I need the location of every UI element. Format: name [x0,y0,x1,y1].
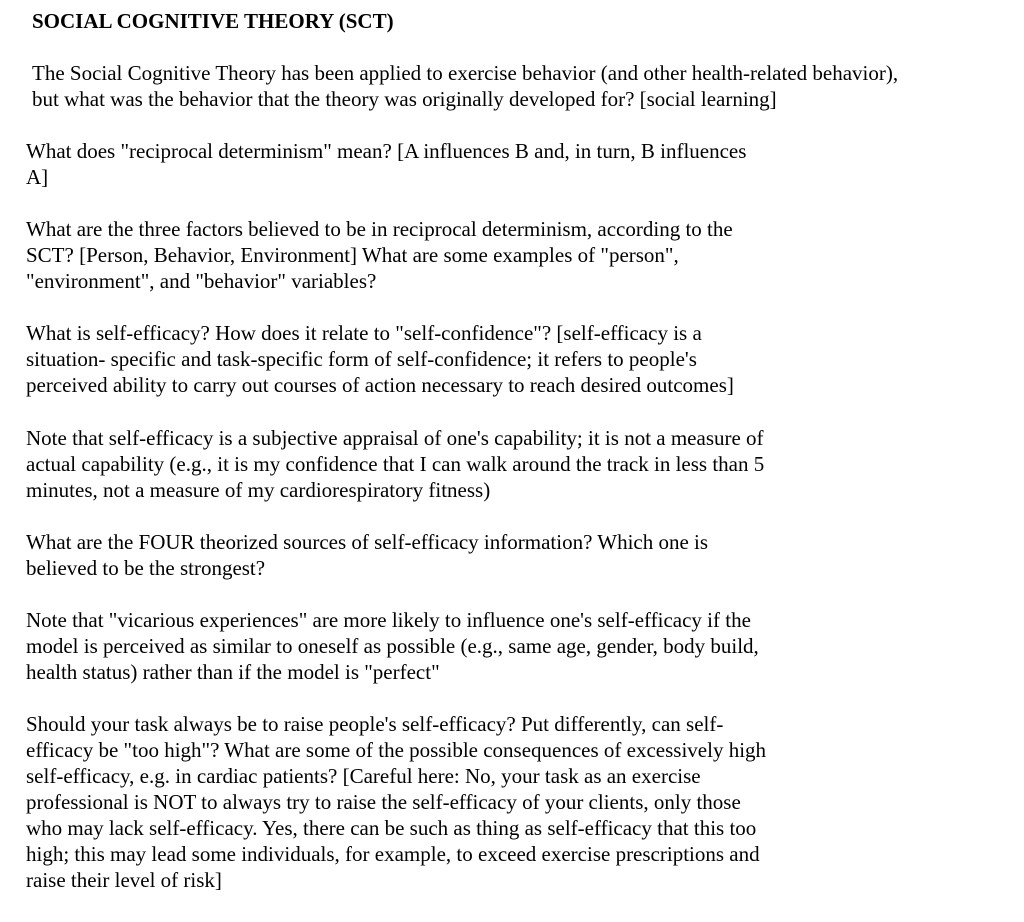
text-line: but what was the behavior that the theory was originally developed for? [social learning] [32,87,777,111]
text-line: What does "reciprocal determinism" mean? [A influences B and, in turn, B influences [26,139,747,163]
text-line: raise their level of risk] [26,868,222,892]
text-line: Note that self-efficacy is a subjective appraisal of one's capability; it is not a measure of [26,426,764,450]
paragraph-four-sources [26,529,708,581]
text-line: Should your task always be to raise people's self-efficacy? Put differently, can self- [26,712,724,736]
text-line: SCT? [Person, Behavior, Environment] What are some examples of "person", [26,243,679,267]
text-line: perceived ability to carry out courses of action necessary to reach desired outcomes] [26,373,734,397]
text-line: self-efficacy, e.g. in cardiac patients? [Careful here: No, your task as an exercise [26,764,701,788]
text-line: A] [26,165,49,189]
text-line: high; this may lead some individuals, for example, to exceed exercise prescriptions and [26,842,760,866]
paragraph-vicarious-experiences [26,607,759,685]
text-line: Note that "vicarious experiences" are more likely to influence one's self-efficacy if the [26,608,751,632]
text-line: What are the three factors believed to be in reciprocal determinism, according to the [26,217,733,241]
text-line: What are the FOUR theorized sources of self-efficacy information? Which one is [26,530,709,554]
text-line: who may lack self-efficacy. Yes, there can be such as thing as self-efficacy that this too [26,816,757,840]
text-line: situation- specific and task-specific form of self-confidence; it refers to people's [26,347,697,371]
paragraph-too-high-efficacy [26,711,766,893]
text-line: minutes, not a measure of my cardiorespiratory fitness) [26,478,491,502]
paragraph-sct-origin [32,60,898,112]
paragraph-three-factors [26,216,733,294]
text-line: What is self-efficacy? How does it relate to "self-confidence"? [self-efficacy is a [26,321,702,345]
text-line: professional is NOT to always try to raise the self-efficacy of your clients, only those [26,790,741,814]
paragraph-reciprocal-determinism [26,138,746,190]
text-line: believed to be the strongest? [26,556,266,580]
document-title: SOCIAL COGNITIVE THEORY (SCT) [32,9,394,33]
text-line: efficacy be "too high"? What are some of the possible consequences of excessively high [26,738,767,762]
text-line: model is perceived as similar to oneself as possible (e.g., same age, gender, body build, [26,634,759,658]
text-line: "environment", and "behavior" variables? [26,269,377,293]
paragraph-subjective-appraisal [26,425,764,503]
paragraph-self-efficacy [26,320,734,398]
text-line: The Social Cognitive Theory has been applied to exercise behavior (and other health-related behavior), [32,61,899,85]
text-line: actual capability (e.g., it is my confidence that I can walk around the track in less than 5 [26,452,765,476]
text-line: health status) rather than if the model is "perfect" [26,660,440,684]
